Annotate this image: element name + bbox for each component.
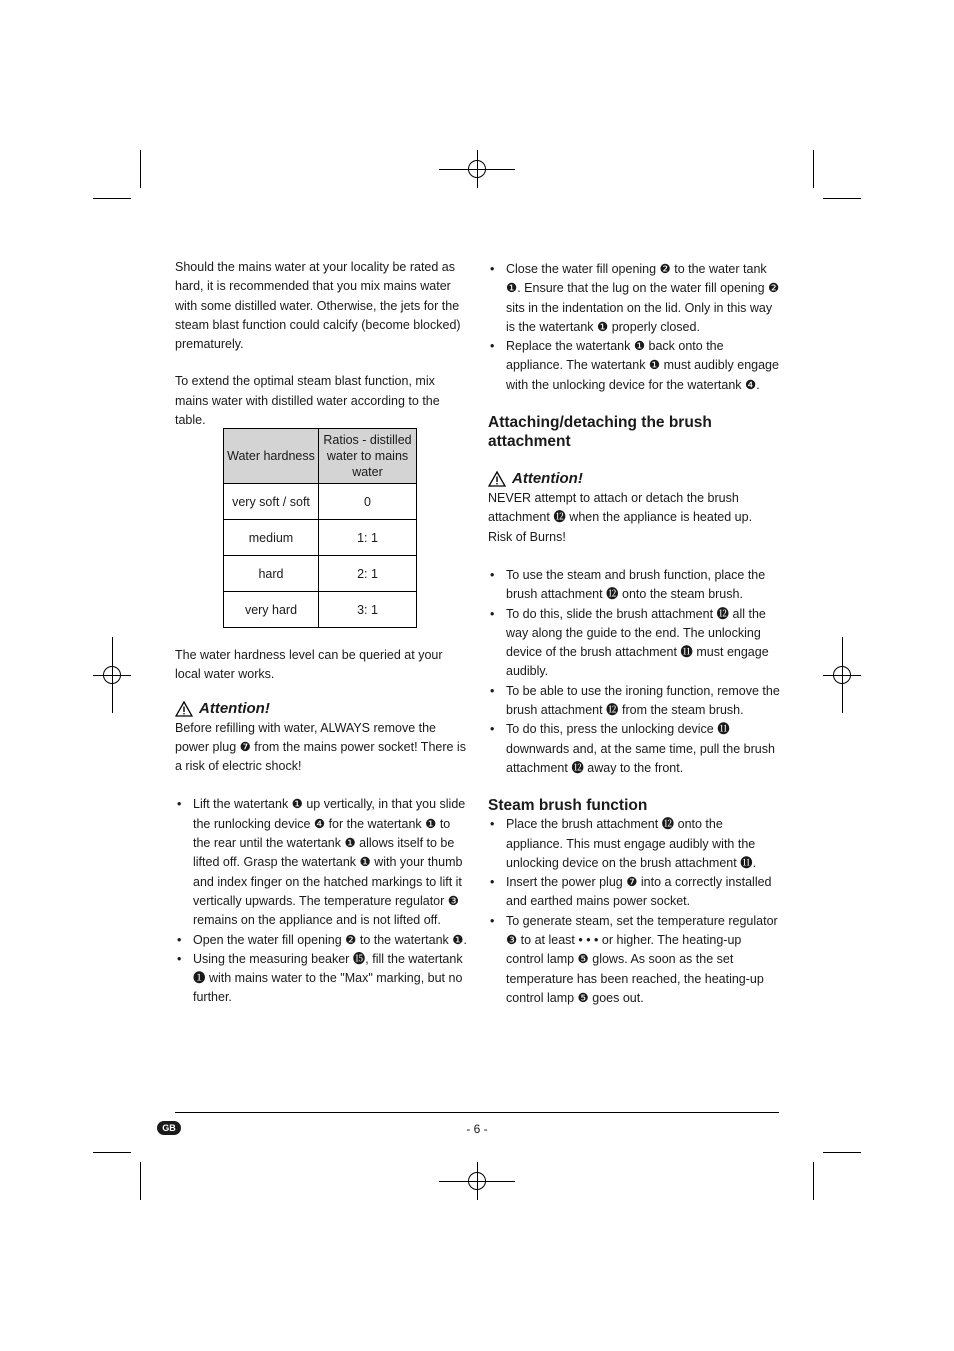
steam-heading: Steam brush function (488, 797, 648, 815)
list-item: • Lift the watertank ❶ up vertically, in that you slide the runlocking device ❹ for the watertank ❶ to the rear until the watertank ❶ allows itself to be lifted off. Grasp the watertank ❶ with your thumb and index finger on the hatched markings to lift it vertically upwards. The temperature regulator ❸ remains on the appliance and is not lifted off. (175, 795, 467, 930)
table-cell: hard (224, 556, 319, 592)
warning-icon (488, 471, 506, 487)
list-item: • To use the steam and brush function, place the brush attachment ⓬ onto the steam brush. (488, 566, 780, 605)
close-tank-list (488, 260, 780, 395)
list-item: • Place the brush attachment ⓬ onto the appliance. This must engage audibly with the unlocking device on the brush attachment ⓫. (488, 815, 780, 873)
left-column (175, 258, 467, 430)
attention-risk: Risk of Burns! (488, 529, 566, 544)
left-column-lower (175, 646, 467, 1008)
table-row (224, 520, 417, 556)
table-row (224, 592, 417, 628)
table-row (224, 484, 417, 520)
list-item: • To do this, press the unlocking device ⓫ downwards and, at the same time, pull the brush attachment ⓬ away to the front. (488, 720, 780, 778)
table-cell: medium (224, 520, 319, 556)
steam-steps-list (488, 815, 780, 1008)
attention-heading (175, 699, 467, 719)
water-hardness-table (223, 428, 417, 628)
warning-icon (175, 701, 193, 717)
list-item: • Open the water fill opening ❷ to the watertank ❶. (175, 931, 467, 950)
table-header-row (224, 429, 417, 484)
attention-text: NEVER attempt to attach or detach the brush attachment ⓬ when the appliance is heated up. (488, 491, 753, 525)
attention-title: Attention! (512, 470, 583, 488)
table-header: Water hardness (224, 429, 319, 484)
brush-steps-list (488, 566, 780, 778)
hardness-note: The water hardness level can be queried at your local water works. (175, 648, 443, 682)
list-item: • To be able to use the ironing function, remove the brush attachment ⓬ from the steam brush. (488, 682, 780, 721)
table-cell: very hard (224, 592, 319, 628)
brush-heading: Attaching/detaching the brush attachment (488, 414, 712, 451)
table-cell: 1: 1 (319, 520, 417, 556)
table-intro: To extend the optimal steam blast function, mix mains water with distilled water according to the table. (175, 374, 440, 428)
country-badge: GB (157, 1121, 181, 1135)
list-item: • To do this, slide the brush attachment ⓬ all the way along the guide to the end. The unlocking device of the brush attachment ⓫ must engage audibly. (488, 605, 780, 682)
list-item: • Using the measuring beaker ⓯, fill the watertank ❶ with mains water to the "Max" marking, but no further. (175, 950, 467, 1008)
table-cell: 3: 1 (319, 592, 417, 628)
attention-heading (488, 469, 780, 489)
table-cell: 2: 1 (319, 556, 417, 592)
table-row (224, 556, 417, 592)
list-item: • Close the water fill opening ❷ to the water tank ❶. Ensure that the lug on the water fill opening ❷ sits in the indentation on the lid. Only in this way is the watertank ❶ properly closed. (488, 260, 780, 337)
page-number: - 6 - (466, 1122, 488, 1136)
list-item: • Replace the watertank ❶ back onto the appliance. The watertank ❶ must audibly engage with the unlocking device for the watertank ❹. (488, 337, 780, 395)
attention-text: Before refilling with water, ALWAYS remove the power plug ❼ from the mains power socket! There is a risk of electric shock! (175, 720, 466, 774)
refill-steps-list (175, 795, 467, 1007)
list-item: • To generate steam, set the temperature regulator ❸ to at least • • • or higher. The heating-up control lamp ❺ glows. As soon as the set temperature has been reached, the heating-up control lamp ❺ goes out. (488, 912, 780, 1008)
list-item: • Insert the power plug ❼ into a correctly installed and earthed mains power socket. (488, 873, 780, 912)
table-header: Ratios - distilled water to mains water (319, 429, 417, 484)
right-column (488, 260, 780, 1008)
intro-paragraph: Should the mains water at your locality be rated as hard, it is recommended that you mix mains water with some distilled water. Otherwise, the jets for the steam blast function could calcify (become blocked) prematurely. (175, 260, 461, 352)
attention-title: Attention! (199, 699, 270, 717)
table-cell: very soft / soft (224, 484, 319, 520)
table-cell: 0 (319, 484, 417, 520)
footer-divider (175, 1112, 779, 1113)
